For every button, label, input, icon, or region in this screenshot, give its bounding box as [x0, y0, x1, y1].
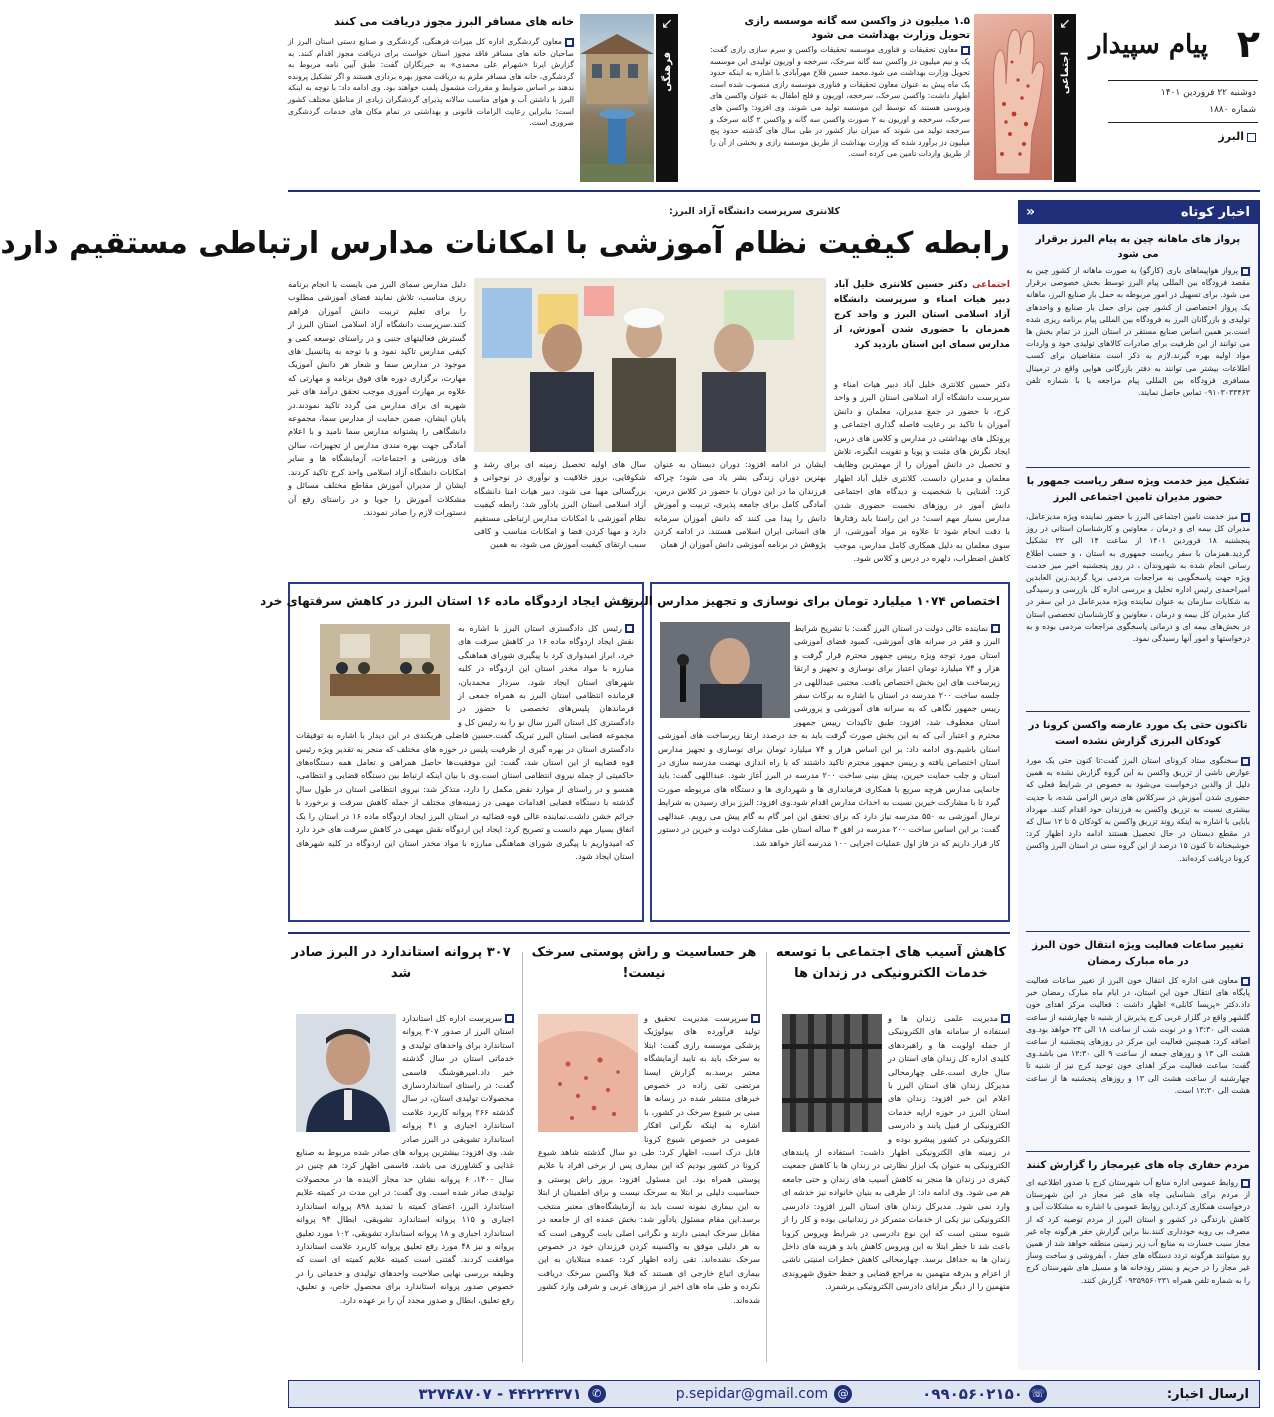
lead-lede: اجتماعی دکتر حسین کلانتری خلیل آباد دبیر هیات امناء و سرپرست دانشگاه آزاد اسلامی استان البرز و واحد کرج همزمان با حضوری شدن آموزش، از مدارس سمای این استان بازدید کرد	[834, 280, 1010, 350]
article-body: نماینده عالی دولت در استان البرز گفت: با تشریح شرایط البرز و فقر در سرانه های آموزشی، کمبود فضای آموزشی استان مورد توجه ویژه رییس جمهور محترم قرار گرفت و هزار و ۷۴ میلیارد تومان اعتبار برای نوسازی و تجهیز و ارتقا زیرساخت های این بخش اختصاص یافت. مجتبی عبداللهی در جلسه ساخت ۲۰۰ مدرسه در استان با اشاره به برکات سفر رییس جمهور نگاهی که به سرانه های آموزشی و پرورشی استان معطوف شد، افزود: طبق تاکیدات رییس جمهور محترم و اعتبار آنی که به این بخش صورت گرفت باید به جد درصدد ارتقا زیرساخت های آموزشی استان باشیم.وی ادامه داد: بر این اساس هزار و ۷۴ میلیارد تومان برای نوسازی و تجهیز مدارس استان اختصاص یافته و رییس جمهور محترم تاکید داشتند که با راه اندازی نهضت مدرسه سازی در استان و جلب حمایت خیرین، پیش بینی ساخت ۲۰۰ مدرسه در البرز آغاز شود. عبداللهی گفت: باید جانمایی مدارس هرچه سریع با همکاری فرمانداری ها و شهرداری ها و دستگاه های مربوطه صورت گیرد تا با مشارکت خیرین نسبت به احداث مدارس اقدام شود.وی افزود: البرز برای رسیدن به شرایط نرمال آموزشی به ۵۵۰ مدرسه نیاز دارد که برای تحقق این امر گام به گام پیش می رویم. عبدالهی گفت: بر این اساس ساخت ۲۰۰ مدرسه در افق ۳ ساله استان طی مشارکت دولت و خیرین در دستور کار قرار داریم که در فاز اول عملیات اجرایی ۱۰۰ مدرسه آغاز خواهد شد.	[658, 623, 1000, 848]
article-body: معاون گردشگری اداره کل میراث فرهنگی، گردشگری و صنایع دستی استان البرز از صاحبان خانه های مسافر فاقد مجوز استان خواست برای دریافت مجوز اقدام کنند. به گزارش ایرنا «شهرام علی محمدی» به خبرنگاران گفت: طبق آیین نامه مربوط به گردشگری، خانه های مسافر ملزم به دریافت مجوز بهره برداری هستند و اگر تشکیل پرونده ندهند بر اساس ضوابط و مقررات مشمول پلمب خواهند بود. وی ادامه داد: با توجه به اینکه البرز با داشتن آب و هوای مناسب سالانه پذیرای گردشگران زیادی از مناطق مختلف کشور است؛ بنابراین رعایت الزامات قانونی و بهداشتی در تمام مکان های خدمات گردشگری ضروری است.	[288, 37, 574, 128]
square-icon	[1001, 1014, 1010, 1023]
headline: کاهش آسیب های اجتماعی با توسعه خدمات الکترونیکی در زندان ها	[775, 945, 1007, 981]
column-divider	[766, 952, 767, 1362]
measles-hand-photo	[974, 14, 1052, 180]
headline: اختصاص ۱۰۷۴ میلیارد تومان برای نوسازی و تجهیز مدارس البرز	[625, 594, 1000, 608]
lead-column-1: دکتر حسین کلانتری خلیل آباد دبیر هیات امناء و سرپرست دانشگاه آزاد اسلامی استان البرز و واحد کرج، با حضور در جمع مدیران، معلمان و دانش آموزان با تاکید بر رعایت فاصله گذاری اجتماعی و پروتکل های بهداشتی در مدارس و کلاس های درس، ایجاد نگرش های مثبت و پویا و تقویت انگیزه، تلاش و تحصیل در دانش آموزان را از مهمترین وظایف معلمان و مدیران دانست. کلانتری خلیل آباد اظهار کرد: آشنایی با شخصیت و دیدگاه های اجتماعی دانش آموز در روزهای نخست حضوری شدن مدارس بسیار مهم است؛ در این راستا باید رفتارها با دقت انجام شود تا علاوه بر مواد آموزشی، از سوی معلمان به دلیل همکاری کامل مدارس، موجب کاهش اضطراب، دلهره در درس و کلاس شود.	[834, 379, 1010, 564]
column-divider	[522, 952, 523, 1362]
page-number: ۲	[1236, 22, 1260, 66]
float-spacer	[538, 1012, 644, 1134]
box-story-schools	[625, 582, 1010, 922]
lead-column-3: سال های اولیه تحصیل زمینه ای برای رشد و شکوفایی، بروز خلاقیت و نوآوری در نوجوانی و بزرگسالی مهیا می شود. دبیر هیات امنا دانشگاه آزاد اسلامی استان البرز یادآور شد: رابطه کیفیت نظام آموزشی با امکانات مدارس ارتباطی مستقیم دارد و مهیا کردن فضا و امکانات مناسب و کافی سبب ارتقای کیفیت آموزش می شود، به همین	[474, 459, 646, 550]
sidebar-item	[1018, 1152, 1258, 1349]
sidebar-item-body: پرواز هواپیماهای باری (کارگو) به صورت ماهانه از کشور چین به مقصد فرودگاه بین المللی پیام البرز توسط بخش خصوصی برقرار می شود. برای تسهیل در امور مربوطه به حمل بار صنایع البرز، ماهانه یک پرواز اختصاصی از کشور چین برای حمل بار صنایع و واحدهای تولیدی و بازرگانان البرز به فرودگاه بین المللی پیام برنامه ریزی شده است.بر همین اساس صنایع مستقر در استان البرز در تمام بخش ها می توانند از این ظرفیت برای صادرات کالاهای تولیدی خود و واردات مواد اولیه بهره گیرند.لازم به ذکر است متقاضیان برای کسب اطلاعات بیشتر می توانند به دفتر بازرگانی هوایی واقع در ترمینال مسافری فرودگاه بین المللی پیام مراجعه یا با شماره تلفن ۰۹۱۰۳۰۳۳۴۶۳ تماس حاصل نمایند.	[1026, 266, 1250, 398]
masthead	[1088, 8, 1268, 180]
phone-numbers[interactable]: ۴۴۲۲۴۳۷۱ - ۳۲۷۴۸۷۰۷	[418, 1385, 582, 1403]
headline: ۱.۵ میلیون دز واکسن سه گانه موسسه رازی تحویل وزارت بهداشت می شود	[744, 15, 970, 41]
issue-number: شماره ۱۸۸۰	[1209, 105, 1256, 115]
sidebar-item	[1018, 468, 1258, 711]
footer-label: ارسال اخبار:	[1166, 1386, 1249, 1402]
region-label: البرز	[1218, 130, 1256, 143]
sidebar-item-body: معاون فنی اداره کل انتقال خون البرز از تغییر ساعات فعالیت پایگاه های انتقال خون این استان، در ایام ماه مبارک رمضان خبر داد.دکتر «پریسا کابلی» اظهار داشت : فعالیت مرکز اهدای خون گلشهر واقع در گلزار غربی کرج پذیرش از شنبه تا چهارشنبه از ساعت هشت الی ۱۳:۳۰ و در نوبت شب از ساعت ۱۸ الی ۲۳ خواهد بود.وی اضافه کرد: همچنین فعالیت این مرکز در روزهای پنجشنبه از ساعت هشت الی ۱۳ و روزهای جمعه از ساعت ۹ الی ۱۲:۳۰ می باشد.وی گفت: ساعت فعالیت مرکز اهدای خون توحید کرج نیز از شنبه تا چهارشنبه از ساعت هشت الی ۱۳ و روزهای پنجشنبه ها از ساعت هشت الی ۱۲:۳۰ است.	[1026, 976, 1250, 1095]
issue-date: دوشنبه ۲۲ فروردین ۱۴۰۱	[1160, 88, 1256, 98]
lead-column-2: ایشان در ادامه افزود: دوران دبستان به عنوان بهترین دوران زندگی بشر یاد می شود؛ چراکه فرزندان ما در این دوران با حضور در کلاس درس، آمادگی کامل برای جامعه پذیری، تربیت و آموزش دانش را پیدا می کنند که دانش آموزان سرمایه های انسانی ایران اسلامی هستند. در ادامه کردن پژوهش در برنامه آموزشی دانش آموزان از همان	[654, 459, 826, 550]
square-icon	[1241, 513, 1250, 522]
article-body: سرپرست اداره کل استاندارد استان البرز از صدور ۳۰۷ پروانه استاندارد برای واحدهای تولیدی و خدماتی استان در سال گذشته خبر داد.امیرهوشنگ قاسمی گفت: در راستای استانداردسازی محصولات تولیدی استان، در سال گذشته ۲۶۶ پروانه کاربرد علامت استاندارد اجباری و ۴۱ پروانه استاندارد تشویقی در البرز صادر شد. وی افزود: بیشترین پروانه های صادر شده مربوط به صنایع غذایی و کشاورزی می باشد. قاسمی اظهار کرد: هم چنین در سال ۱۴۰۰، ۶ پروانه نشان حد مجاز آلاینده ها در محصولات تولیدی صادر شده است. وی گفت: در این مدت در کمیته علایم استاندارد البرز، اعضای کمیته با تمدید ۸۹۸ پروانه استاندارد اجباری و ۱۱۵ پروانه استاندارد تشویقی، ابطال ۹۴ پروانه استاندارد اجباری و ۱۸ پروانه استاندارد تشویقی، ۱۰۲ مورد تعلیق پروانه و نیز ۴۸ مورد رفع تعلیق پروانه کاربرد علامت استاندارد موافقت کردند. گفتنی است کمیته علایم کمیته ای است که وظیفه بررسی نهایی صلاحیت واحدهای تولیدی و خدماتی را در خصوص صدور پروانه استاندارد برای محصول خاص، و تعلیق، رفع تعلیق، ابطال و صدور مجدد آن را بر عهده دارد.	[296, 1013, 515, 1305]
headline: نقش ایجاد اردوگاه ماده ۱۶ استان البرز در کاهش سرقتهای خرد	[260, 594, 634, 608]
whatsapp-icon: ☏	[1029, 1385, 1047, 1403]
top-story-vaccine	[710, 14, 970, 182]
guesthouse-photo	[580, 14, 654, 182]
lead-headline: رابطه کیفیت نظام آموزشی با امکانات مدارس ارتباطی مستقیم دارد	[0, 226, 1010, 261]
sidebar-item-body: میز خدمت تامین اجتماعی البرز با حضور نماینده ویژه مدیرعامل، مدیران کل بیمه ای و درمان ، معاونین و کارشناسان استانی در روز پنجشنبه ۱۸ فروردین ۱۴۰۱ از ساعت ۱۴ الی ۲۲ تشکیل گردید.همزمان با سفر ریاست جمهوری به استان ، و حسب اطلاع رسانی انجام شده به شهروندان ، در روز پنجشنبه اخیر میز خدمت ویژه جهت پاسخگویی به مراجعات مردمی برپا گردید.زین العابدین امیراحمدی رئیس اداره تحلیل و بررسی اداره کل بازرسی و رسیدگی به شکایات سازمان به عنوان نماینده ویژه مدیرعامل در این سفر در کنار مدیران کل بیمه و درمان ، معاونین و کارشناسان تخصصی استان در بخش‌های بیمه ای و درمانی پاسخگوی مراجعات مردمی بوده و به درخواستها و امور آنها رسیدگی نمود.	[1026, 512, 1250, 644]
headline: ۳۰۷ پروانه استاندارد در البرز صادر شد	[291, 945, 511, 981]
sidebar-item	[1018, 224, 1258, 467]
bottom-story-measles	[528, 942, 760, 1362]
category-label: اجتماعی	[972, 280, 1010, 290]
phone-icon: ✆	[588, 1385, 606, 1403]
lead-column-4: دلیل مدارس سمای البرز می بایست با انجام برنامه ریزی مناسب، تلاش نمایند فضای آموزشی مطلوب را برای تعلیم تربیت دانش آموزان فراهم کنند.سرپرست دانشگاه آزاد اسلامی استان البرز از گسترش فعالیتهای جنبی و در راستای توسعه کمی و کیفی مدارس تاکید نمود و با توجه به پتانسیل های موجود در مدارس سما و شعار هر دانش آموزیک مهارت، برگزاری دوره های فوق برنامه و مهارتی که علاوه بر مهارت آموزی موجب تحقق درآمد های غیر شهریه ای برای مدارس می گردد تاکید نمودند.در پایان ایشان، ضمن حمایت از مدارس سما، مجموعه دانشگاهی را پشتوانه مدارس سما نامید و با اعلام آمادگی جهت بهره مندی مدارس از تجهیزات، سالن های ورزشی و اجتماعات، آزمایشگاه ها و سایر امکانات دانشگاه آزاد اسلامی واحد کرج تاکید کردند. ایشان از مدیران آموزش مقاطع مختلف مسائل و مشکلات آموزش را جویا و در راستای رفع آن دستورات لازم را صادر نمودند.	[288, 279, 466, 517]
sidebar-title: اخبار کوتاه	[1180, 204, 1250, 220]
arrow-down-left-icon: ↙	[661, 16, 673, 32]
square-icon	[1241, 757, 1250, 766]
sidebar-short-news	[1018, 200, 1260, 1370]
section-tab-culture: ↙ فرهنگی	[656, 14, 678, 182]
square-icon	[961, 46, 970, 55]
hand-rash-illustration	[974, 14, 1052, 180]
square-icon	[565, 38, 574, 47]
article-body: مدیریت علمی زندان ها و استفاده از سامانه های الکترونیکی از جمله اولویت ها و راهبردهای کلیدی اداره کل زندان های استان در سال جاری است.علی چهارمحالی مدیرکل زندان های استان البرز با اعلام این خبر افزود: زندان های استان البرز در حوزه ارایه خدمات الکترونیکی از قبیل پابند و دادرسی الکترونیکی در کشور پیشرو بوده و در زمینه های الکترونیکی اظهار داشت: استفاده از پابندهای الکترونیکی به عنوان یک ابزار نظارتی در زندان ها با کاهش جمعیت کیفری در زندان ها منجر به کاهش آسیب های زندان و حتی جامعه هم می شود. وی ادامه داد: از طرفی به بنیان خانواده نیز خدشه ای وارد نمی شود. مدیرکل زندان های استان البرز افزود: دادرسی الکترونیکی نیز یکی از خدمات متمرکز در زندانیانی بوده و کار را از شیوه سنتی است که این نوع دادرسی در شرایط ویروس کرونا باعث شد تا خطر ابتلا به این ویروس کاهش یابد و هزینه های داخل زندان ها به حداقل برسد. چهارمحالی کاهش خطرات امنیتی ناشی از اعزام و بدرقه متهمین به مراجع قضایی و حفظ حقوق شهروندی متهمین را از دیگر مزایای دادرسی الکترونیکی برشمرد.	[782, 1013, 1010, 1292]
email-icon: @	[834, 1385, 852, 1403]
sidebar-item-body: سخنگوی ستاد کرونای استان البرز گفت:تا کنون حتی یک مورد عوارض ناشی از تزریق واکسن به این گروه گزارش نشده به همین دلیل از والدین درخواست می‌شود به خصوص در شرایط فعلی که حضوری شدن آموزش در سرکلاس های درس الزامی شده، با جدیت بیشتری نسبت به تزریق واکسن به فرزندان خود اقدام کنند. مهرداد بابایی با اشاره به اینکه روند تزریق واکسن به کودکان ۵ تا ۱۲ سال که در مقطع دبستان در حال تحصیل هستند ادامه دارد اظهار کرد: خوشبختانه تا کنون ۱۵ درصد از این گروه سنی در استان البرز واکسن کرونا دریافت کرده‌اند.	[1026, 756, 1250, 863]
float-spacer	[658, 622, 794, 722]
square-icon	[991, 624, 1000, 633]
sidebar-item	[1018, 932, 1258, 1151]
headline: هر حساسیت و راش پوستی سرخک نیست!	[531, 945, 757, 981]
square-icon	[1241, 1179, 1250, 1188]
university-visit-photo	[474, 278, 826, 452]
newspaper-logo: پیام سپیدار	[1088, 30, 1208, 60]
bottom-story-prisons	[772, 942, 1010, 1362]
top-story-guesthouses	[288, 14, 574, 182]
section-tab-social: ↙ اجتماعی	[1054, 14, 1076, 182]
sidebar-item-headline: تشکیل میز خدمت ویژه سفر ریاست جمهور با حضور مدیران تامین اجتماعی البرز	[1026, 476, 1250, 503]
article-body: معاون تحقیقات و فناوری موسسه تحقیقات واکسن و سرم سازی رازی گفت: یک و نیم میلیون دز واکسن سه گانه سرخک، سرخجه و اوریون تولیدی این موسسه تحویل وزارت بهداشت می شود.محمد حسین فلاح مهرآبادی با اشاره به اینکه حدود یک ماه پیش به عنوان معاون تحقیقات و فناوری موسسه رازی منصوب شده است اظهار داشت: واکسن سرخک، سرخجه، اوریون و فلج اطفال به عنوان واکسن های ویروسی هستند که توسط این موسسه تولید می شوند. وی افزود: واکسن های سرخک، سرخجه و اوریون به ۲ صورت واکسن سه گانه و واکسن ۲ گانه سرخک و سرخجه تولید می شوند که میزان نیاز کشور در طی سال های گذشته حدود پنج میلیون دز برآورد شده که وزارت بهداشت از طریق موسسه رازی و بخشی از آن را از طریق واردات تامین می کرده است.	[710, 45, 970, 159]
bottom-story-standards	[288, 942, 514, 1362]
article-body: سرپرست مدیریت تحقیق و تولید فرآورده های بیولوژیک پزشکی موسسه رازی گفت: ابتلا به سرخک باید به تایید آزمایشگاه معتبر برسد.به گزارش ایسنا مرتضی تقی زاده در خصوص خبرهای منتشر شده در رسانه ها مبنی بر شیوع سرخک در کشور، با اشاره به اینکه نگرانی افکار عمومی در خصوص شیوع کرونا قابل درک است، اظهار کرد: طی دو سال گذشته شاهد شیوع کرونا در کشور بودیم که این بیماری پس از برخی افراد با علایم پوستی همراه بود. این مسئول افزود: بروز راش پوستی و حساسیت دلیلی بر ابتلا به سرخک نیست و برای اطمینان از ابتلا به این بیماری نمونه تست باید به آزمایشگاه‌های معتبر منتخب برسد.این مقام مسئول یادآور شد: بخش عمده ای از جامعه در مقابل سرخک ایمنی دارند و نگرانی اصلی بابت گروهی است که به هر دلیلی موفق به واکسینه کردن فرزندان خود در خصوص سرخک نشده‌اند. تقی زاده اظهار کرد: عمده مبتلایان به این بیماری اتباع خارجی ای هستند که قبلا واکسن سرخک دریافت نکرده و طی ماه های اخیر از مرزهای غربی و شرقی وارد کشور شده‌اند.	[538, 1013, 760, 1305]
double-chevron-left-icon: «	[1026, 204, 1036, 220]
sidebar-item	[1018, 712, 1258, 931]
footer-contact-bar	[288, 1380, 1260, 1408]
float-spacer	[296, 1012, 402, 1134]
divider	[288, 190, 1260, 192]
box-story-camp	[260, 582, 644, 922]
visit-photo-illustration	[474, 278, 826, 452]
float-spacer	[296, 622, 458, 724]
sidebar-item-headline: تاکنون حتی یک مورد عارضه واکسن کرونا در کودکان البرزی گزارش نشده است	[1028, 720, 1248, 747]
sidebar-item-headline: مردم حفاری چاه های غیرمجاز را گزارش کنند	[1026, 1160, 1250, 1171]
lead-kicker: کلانتری سرپرست دانشگاه آزاد البرز:	[669, 206, 840, 217]
email-address[interactable]: p.sepidar@gmail.com	[675, 1386, 829, 1402]
float-spacer	[782, 1012, 888, 1134]
sidebar-item-headline: پرواز های ماهانه چین به پیام البرز برقرار می شود	[1035, 234, 1241, 260]
lead-story	[0, 200, 1010, 572]
guesthouse-illustration	[580, 14, 654, 182]
sidebar-header	[1018, 200, 1258, 224]
whatsapp-number[interactable]: ۰۹۹۰۵۶۰۲۱۵۰	[922, 1385, 1023, 1403]
square-icon	[1241, 977, 1250, 986]
square-icon	[505, 1014, 514, 1023]
square-icon	[625, 624, 634, 633]
square-icon	[1241, 267, 1250, 276]
headline: خانه های مسافر البرز مجوز دریافت می کنند	[334, 15, 574, 28]
arrow-down-left-icon: ↙	[1059, 16, 1071, 32]
article-body: رئیس کل دادگستری استان البرز با اشاره به نقش ایجاد اردوگاه ماده ۱۶ در کاهش سرقت های خرد، ابراز امیدواری کرد با پیگیری شورای هماهنگی مبارزه با مواد مخدر استان این اردوگاه در کلیه شهرهای استان ایجاد شود. سردار محمدیان، فرمانده انتظامی استان البرز به همراه جمعی از فرماندهان پلیس‌های تخصصی با حضور در دادگستری کل استان البرز سال نو را به رئیس کل و مجموعه قضایی استان البرز تبریک گفت.حسین فاضلی هریکندی در این دیدار با اشاره به توفیقات دادگستری استان در بهره گیری از ظرفیت پلیس در حوزه های مختلف که منجر به تقدیر ویژه رئیس قوه قضاییه از این استان شد، گفت: این موفقیت‌ها حاصل همراهی و تعامل همه دستگاه‌های حاکمیتی از جمله نیروی انتظامی استان است.وی با بیان اینکه ارتباط بین دستگاه قضایی و انتظامی، همسو و در راستای از موارد نقض مکمل را دارد، متذکر شد: نیروی انتظامی استان در طول سال گذشته با دستگاه قضایی اقدامات مهمی در زمینه‌های مختلف از جمله کاهش سرقت و برخورد با جرائم خشن داشت.نماینده عالی قوه قضائیه در استان البرز ایجاد اردوگاه ماده ۱۶ در استان را یک اتفاق بسیار مهم دانست و تصریح کرد: ایجاد این اردوگاه نقش مهمی در کاهش سرقت های خرد دارد که امیدواریم با پیگیری شورای هماهنگی مبارزه با مواد مخدر استان این اردوگاه در کلیه شهرهای استان ایجاد شود.	[296, 623, 635, 861]
sidebar-item-headline: تغییر ساعات فعالیت ویژه انتقال خون البرز در ماه مبارک رمضان	[1032, 940, 1244, 967]
square-icon	[751, 1014, 760, 1023]
sidebar-item-body: روابط عمومی اداره منابع آب شهرستان کرج با صدور اطلاعیه ای از مردم برای شناسایی چاه های غیر مجاز در این شهرستان درخواست همکاری کرد.این روابط عمومی با اشاره به مشکلات آبی و کاهش بارندگی در کشور و استان البرز از مردم توصیه کرد که از مصرف بی رویه خودداری کنند.بنا براین گزارش حفر هرگونه چاه غیر مجاز سبب خسارت به منابع آب زیر زمینی منطقه خواهد شد از همین رو میتوانند هرگونه تردد دستگاه های حفار ، آبفروشی و ساخت وساز غیر مجاز را در حریم و بستر رودخانه ها و مسیل های شهرستان کرج را به شماره تلفن همراه ۰۹۳۵۹۵۶۰۲۳۱ گزارش کنند.	[1026, 1178, 1250, 1285]
square-icon	[1247, 133, 1256, 142]
